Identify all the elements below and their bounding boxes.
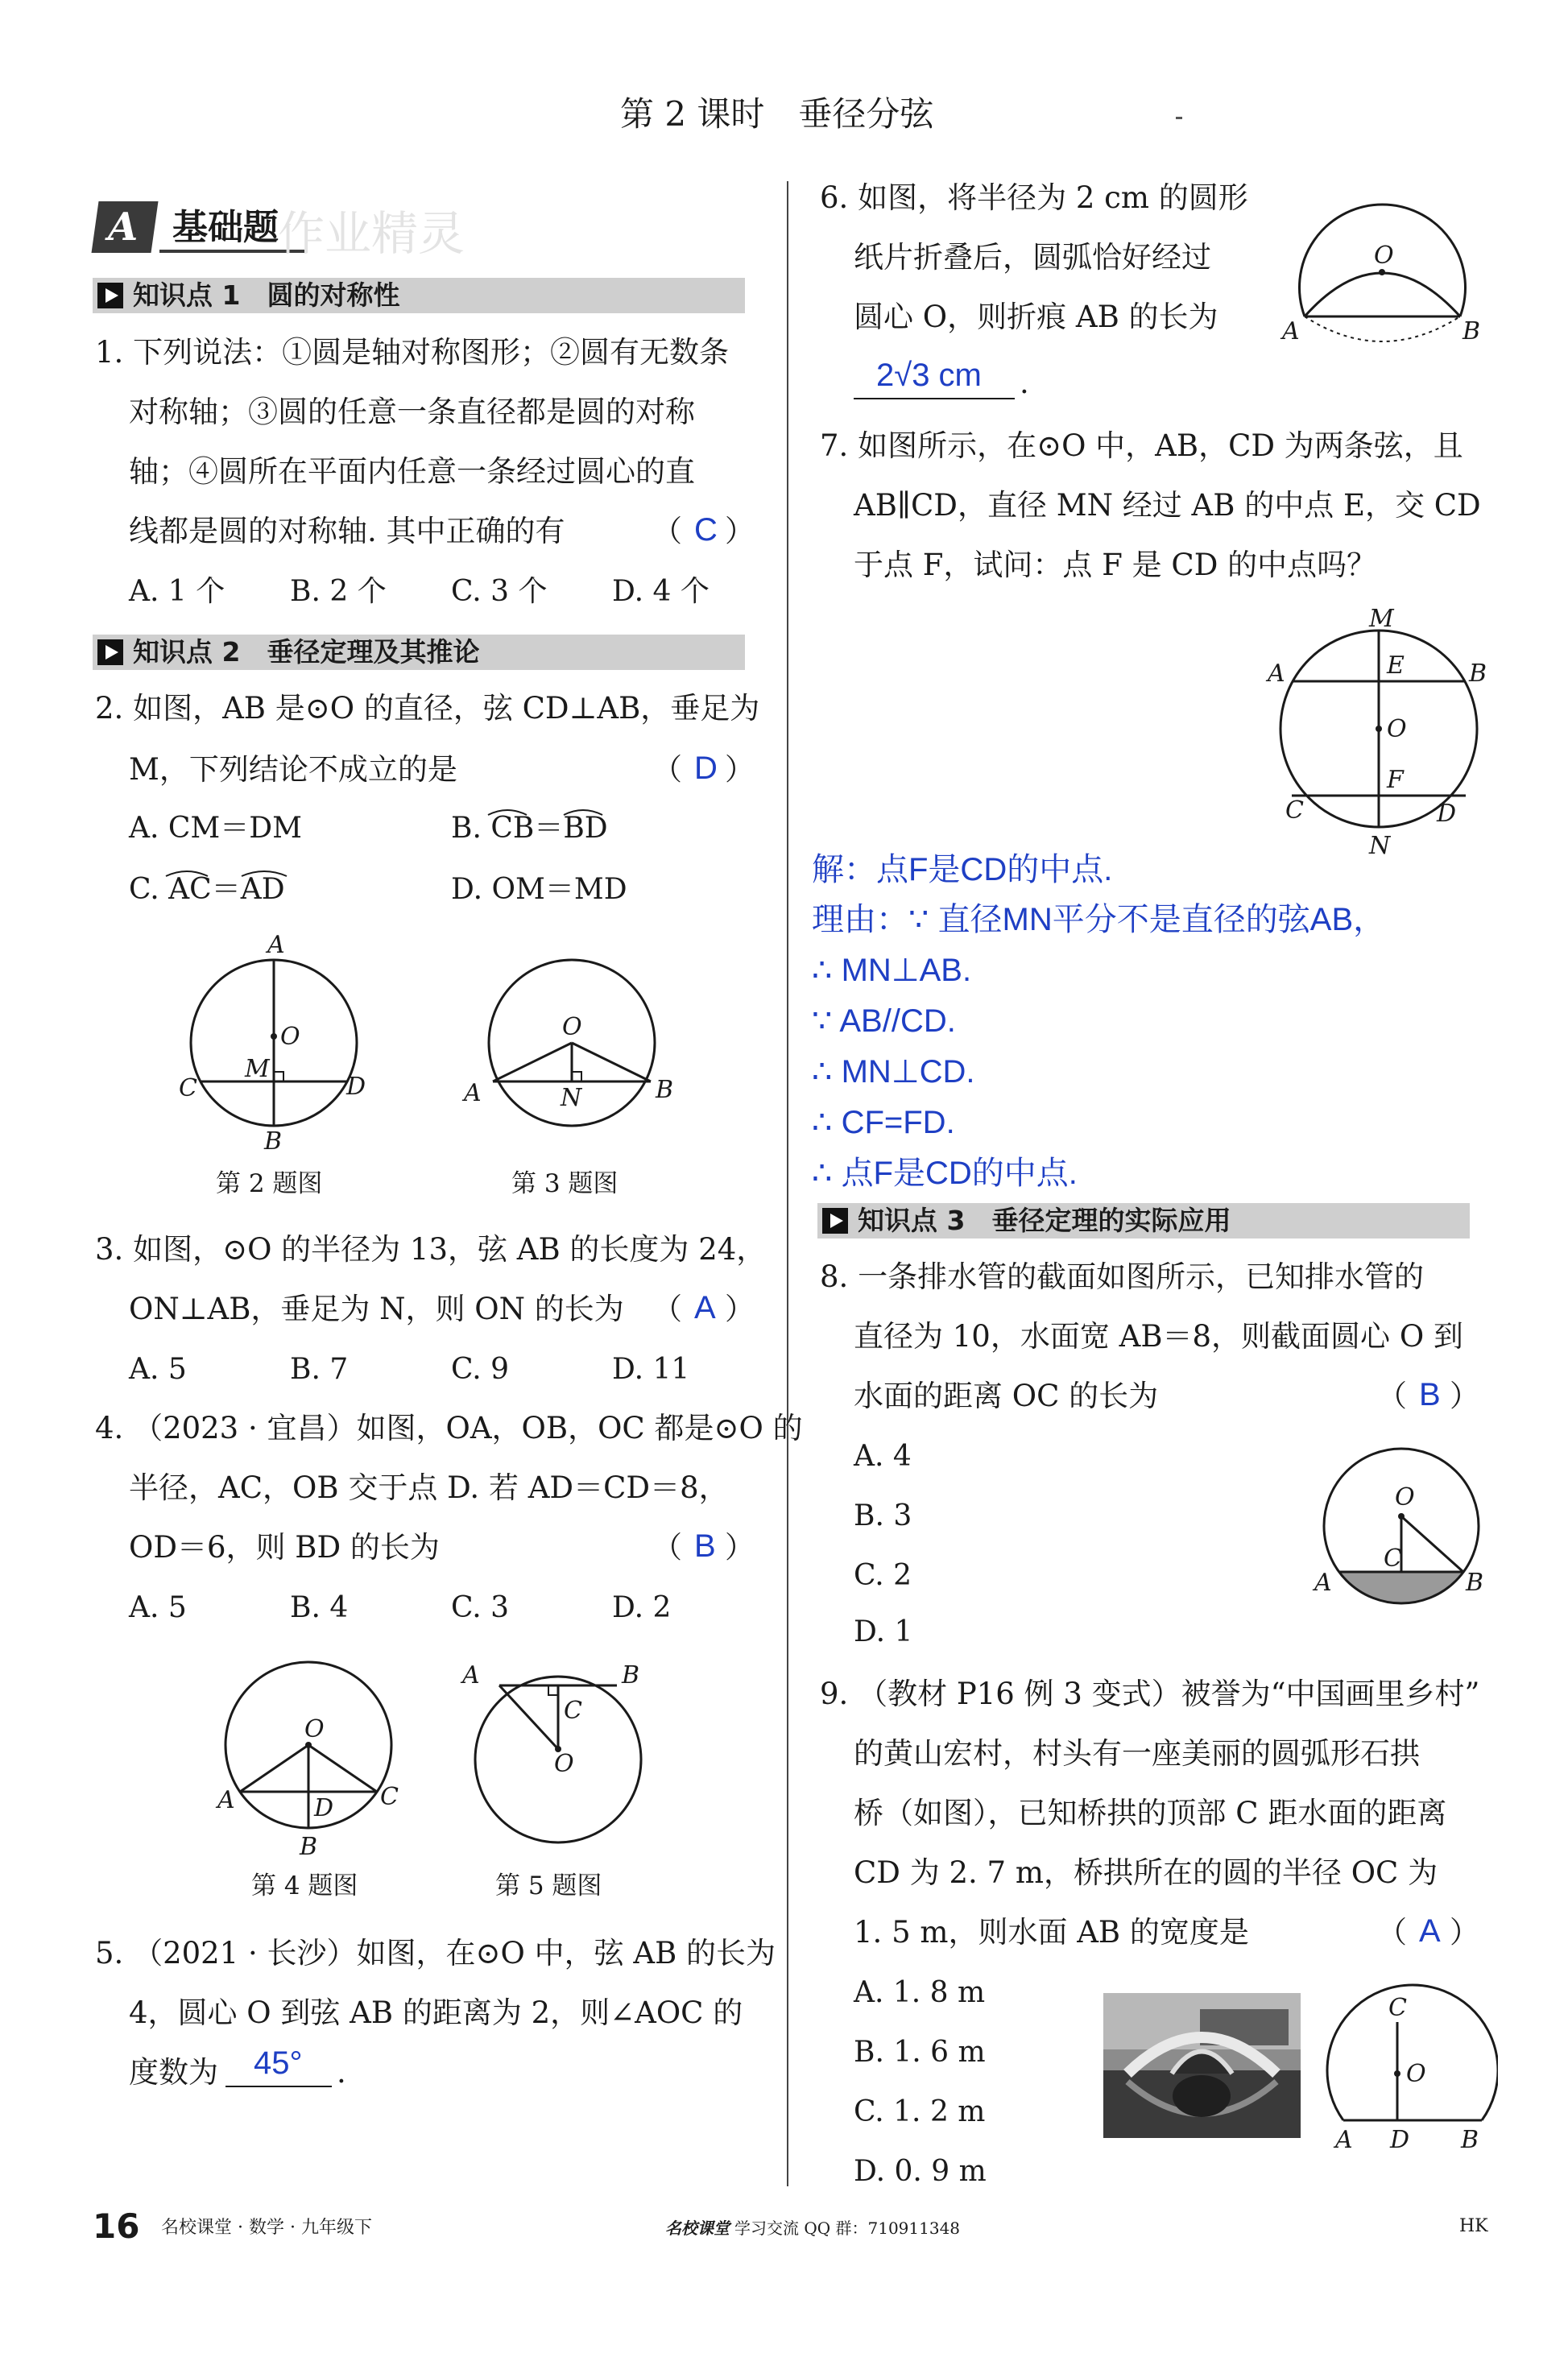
knowledge-point-1: 知识点 1 圆的对称性 bbox=[93, 278, 745, 313]
label-D: D bbox=[1390, 2126, 1410, 2154]
answer-q1: C bbox=[694, 512, 718, 548]
caption-q5: 第 5 题图 bbox=[495, 1871, 602, 1900]
label-D: D bbox=[314, 1794, 334, 1822]
answer-blank-q5 bbox=[225, 2086, 332, 2087]
label-D: D bbox=[1437, 800, 1457, 828]
caption-q3: 第 3 题图 bbox=[511, 1169, 619, 1198]
answer-blank-q6 bbox=[854, 398, 1015, 399]
figure-q4 bbox=[209, 1647, 411, 1864]
label-A: A bbox=[1335, 2126, 1353, 2154]
label-O: O bbox=[304, 1715, 325, 1743]
header-divider bbox=[1176, 117, 1182, 119]
figure-q2 bbox=[177, 930, 370, 1156]
figure-q7 bbox=[1256, 604, 1506, 862]
knowledge-point-2: 知识点 2 垂径定理及其推论 bbox=[93, 635, 745, 670]
section-a-letter: A bbox=[108, 205, 139, 250]
label-C: C bbox=[179, 1074, 197, 1102]
answer-paren-left: （ bbox=[652, 514, 682, 548]
label-B: B bbox=[264, 1127, 283, 1156]
label-A: A bbox=[1282, 317, 1300, 345]
section-a-label: 基础题 bbox=[172, 207, 279, 248]
bridge-photo bbox=[1103, 1993, 1301, 2138]
answer-q6: 2√3 cm bbox=[876, 358, 982, 393]
label-A: A bbox=[1314, 1569, 1332, 1597]
period: . bbox=[337, 2055, 346, 2090]
figure-q8 bbox=[1297, 1437, 1514, 1615]
label-D: D bbox=[346, 1073, 366, 1101]
knowledge-point-3: 知识点 3 垂径定理的实际应用 bbox=[817, 1203, 1470, 1239]
answer-paren-right: ） bbox=[725, 514, 755, 548]
label-A: A bbox=[464, 1079, 482, 1107]
label-O: O bbox=[1374, 242, 1394, 270]
label-B: B bbox=[300, 1833, 318, 1861]
watermark: 作业精灵 bbox=[278, 206, 465, 261]
figure-q9 bbox=[1321, 1977, 1498, 2154]
caption-q2: 第 2 题图 bbox=[216, 1169, 323, 1198]
footer-book: 名校课堂 · 数学 · 九年级下 bbox=[161, 2218, 372, 2238]
label-M: M bbox=[245, 1055, 270, 1083]
label-C: C bbox=[380, 1783, 399, 1811]
footer-edition: HK bbox=[1459, 2216, 1488, 2236]
label-E: E bbox=[1387, 651, 1405, 680]
answer-q4: B bbox=[694, 1528, 716, 1564]
play-icon bbox=[822, 1208, 848, 1234]
answer-q5: 45° bbox=[254, 2045, 303, 2081]
label-N: N bbox=[561, 1084, 582, 1112]
label-O: O bbox=[1387, 715, 1407, 743]
figure-q6 bbox=[1272, 181, 1498, 366]
label-C: C bbox=[564, 1697, 582, 1725]
answer-q3: A bbox=[694, 1290, 716, 1325]
label-M: M bbox=[1369, 605, 1394, 633]
label-O: O bbox=[280, 1023, 300, 1051]
label-B: B bbox=[1461, 2126, 1479, 2154]
label-F: F bbox=[1387, 766, 1404, 794]
figure-q3 bbox=[459, 946, 685, 1139]
answer-q2: D bbox=[694, 751, 718, 786]
label-O: O bbox=[1395, 1483, 1415, 1511]
figure-q5 bbox=[451, 1659, 660, 1852]
label-A: A bbox=[462, 1661, 480, 1689]
label-N: N bbox=[1369, 832, 1391, 860]
label-A: A bbox=[267, 931, 285, 959]
answer-q9: A bbox=[1419, 1913, 1441, 1949]
label-B: B bbox=[1466, 1569, 1484, 1597]
page-title: 第 2 课时 垂径分弦 bbox=[620, 94, 934, 134]
label-C: C bbox=[1388, 1994, 1407, 2022]
caption-q4: 第 4 题图 bbox=[251, 1871, 358, 1900]
label-B: B bbox=[1463, 317, 1481, 345]
label-O: O bbox=[554, 1750, 574, 1778]
arc-marks bbox=[0, 0, 789, 886]
page-number: 16 bbox=[93, 2206, 140, 2246]
label-C: C bbox=[1285, 796, 1304, 825]
label-A: A bbox=[217, 1786, 235, 1814]
footer-qq: 学习交流 QQ 群：710911348 bbox=[734, 2219, 961, 2238]
footer-brand: 名校课堂 bbox=[665, 2219, 730, 2238]
label-O: O bbox=[1406, 2060, 1426, 2088]
answer-q8: B bbox=[1419, 1377, 1441, 1412]
label-B: B bbox=[656, 1076, 674, 1104]
label-O: O bbox=[562, 1013, 582, 1041]
label-A: A bbox=[1268, 660, 1285, 688]
label-C: C bbox=[1384, 1545, 1402, 1573]
label-B: B bbox=[622, 1661, 640, 1689]
label-B: B bbox=[1469, 660, 1487, 688]
